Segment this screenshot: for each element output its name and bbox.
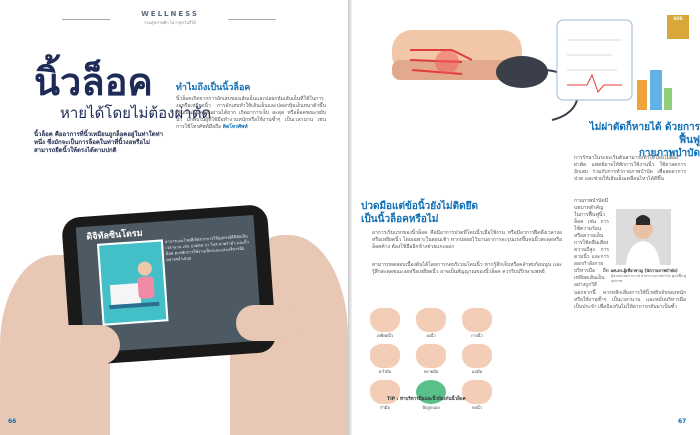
treatment-body-3: นอกจากนี้ ควรหลีกเลี่ยงการใช้นิ้วหยิบจับของหนัก หรือใช้งานซ้ำๆ เป็นเวลานาน และหมั่นบริหารมือเป็นประจำ เพื่อป้องกันไม่ให้อาการกลับมาเป็นซ้ำ <box>574 290 686 310</box>
section-header <box>100 10 240 26</box>
section-body-text: นิ้วล็อคเกิดจากการอักเสบของเส้นเอ็นและปลอกหุ้มเส้นเอ็นที่ใช้ในการงอหรือเหยียดนิ้ว การอักเสบทำให้เส้นเอ็นและปลอกหุ้มเอ็นหนาตัวขึ้น เส้นเอ็นจึงเคลื่อนผ่านได้ยาก เกิดอาการเจ็บ สะดุด หรือล็อคขณะขยับนิ้ว มักพบในผู้ที่ใช้มือทำงานหนักหรือใช้งานซ้ำๆ เป็นเวลานาน เช่น การใช้โทรศัพท์มือถือ <box>176 96 326 130</box>
page-number-right: 67 <box>678 418 687 425</box>
phone-photo <box>0 195 348 435</box>
exercise-label: กางนิ้ว <box>471 333 483 338</box>
article-title: นิ้วล็อค <box>34 59 153 104</box>
screen-text: อาการและโรคที่เกิดจากการใช้อุปกรณ์ดิจิทัลเป็นเวลานาน เช่น ปวดคอ บ่า ไหล่ ตาพร่ามัว และนิ้วล็อค ควรพักการใช้งานเป็นระยะและบริหารมืออย่างสม่ำเสมอ <box>164 233 250 263</box>
right-thumb <box>236 305 300 341</box>
exercise-tip: TIP : ท่าบริหารมือและนิ้วป้องกันนิ้วล็อค <box>387 397 466 402</box>
hand-icon <box>370 308 400 332</box>
hand-icon <box>416 344 446 368</box>
page-number-left: 66 <box>8 418 17 425</box>
article-intro: นิ้วล็อค คืออาการที่นิ้วเหมือนถูกล็อคอยู่ในท่าใดท่าหนึ่ง ซึ่งมักจะเป็นการล็อคในท่าที่นิ้วงอหรือไม่สามารถยืดนิ้วให้ตรงได้ตามปกติ <box>34 131 163 154</box>
exercise-item <box>367 308 403 338</box>
heading-treatment-line1: ไม่ผ่าตัดก็หายได้ ด้วยการฟื้นฟู <box>589 122 700 146</box>
right-page <box>352 0 700 435</box>
exercise-label: แบมือ <box>471 369 483 374</box>
heading-symptoms-line2: เป็นนิ้วล็อคหรือไม่ <box>361 214 439 225</box>
doctor-portrait-icon <box>616 209 671 265</box>
section-body-why <box>176 96 326 131</box>
hand-icon <box>462 344 492 368</box>
screen-title: ดิจิทัลซินโดรม <box>86 228 143 243</box>
hand-icon <box>462 308 492 332</box>
section-heading-why: ทำไมถึงเป็นนิ้วล็อค <box>176 83 251 93</box>
exercise-label: บีบลูกบอล <box>422 405 440 410</box>
symptoms-body-2: สามารถทดสอบเบื้องต้นได้โดยการกดบริเวณโคนนิ้ว หากรู้สึกเจ็บหรือคลำพบก้อนนูน และรู้สึกสะดุดขณะงอหรือเหยียดนิ้ว อาจเป็นสัญญาณของนิ้วล็อค ควรรีบปรึกษาแพทย์ <box>372 262 562 275</box>
exercise-item <box>459 308 495 338</box>
exercise-item <box>459 344 495 374</box>
doctor-photo <box>616 209 671 265</box>
exercise-label: กำมือ <box>380 405 390 410</box>
exercise-label: หงายมือ <box>423 369 439 374</box>
exercise-item <box>367 344 403 374</box>
exercise-item <box>413 344 449 374</box>
treatment-body-1: การรักษาในระยะเริ่มต้นสามารถทำได้โดยไม่ต้องผ่าตัด แพทย์อาจให้พักการใช้งานนิ้ว ใช้ยาลดการอักเสบ ร่วมกับการทำกายภาพบำบัด เพื่อลดอาการปวด และช่วยให้เส้นเอ็นเคลื่อนไหวได้ดีขึ้น <box>574 155 686 182</box>
doctor-position: ผู้ช่วยศาสตราจารย์ สาขากายภาพบำบัด ศูนย์ฟื้นฟูสุขภาพ <box>611 274 686 283</box>
sos-badge <box>667 15 689 39</box>
heading-symptoms <box>361 200 478 226</box>
exercise-label: งอนิ้ว <box>426 333 436 338</box>
article-subtitle: หายได้โดยไม่ต้องผ่าตัด <box>60 104 212 122</box>
left-page <box>0 0 348 435</box>
hand-icon <box>370 344 400 368</box>
exercise-label: เหยียดนิ้ว <box>376 333 394 338</box>
person-at-computer-icon <box>99 241 166 323</box>
hand-icon <box>462 380 492 404</box>
section-tagline: รวมสุขภาพดีๆ ไม่ว่าทุกวันก็ได้ <box>144 20 196 25</box>
symptoms-body-1: อาการเริ่มแรกของนิ้วล็อค คือมีอาการปวดที่โคนนิ้วเมื่อใช้งาน หรือมีอาการฝืดตึงเวลางอหรือเหยียดนิ้ว โดยเฉพาะในตอนเช้า หากปล่อยไว้นานอาการจะรุนแรงขึ้นจนนิ้วสะดุดหรือล็อคค้าง ต้องใช้มืออีกข้างช่วยแกะออก <box>372 230 562 250</box>
sos-label: SOS <box>673 16 683 21</box>
section-label: WELLNESS <box>141 10 199 18</box>
treatment-body-2: กายภาพบำบัดมีบทบาทสำคัญในการฟื้นฟูนิ้วล็อค เช่น การใช้ความร้อนหรือความเย็น การใช้คลื่นเสียงความถี่สูง การดามนิ้ว และการออกกำลังกายบริหารมือ ยืดเหยียดเส้นเอ็นอย่างถูกวิธี <box>574 198 609 288</box>
exercise-label: กดนิ้ว <box>472 405 482 410</box>
screen-illustration <box>97 239 169 325</box>
left-thumb <box>50 325 120 365</box>
heading-symptoms-line1: ปวดมือแต่ข้อนิ้วยังไม่ติดยึด <box>361 201 478 212</box>
section-body-link: ติดโทรศัพท์ <box>222 124 248 130</box>
hand-icon <box>416 308 446 332</box>
doctor-name: ผศ.ดร.ผู้เชี่ยวชาญ (นักกายภาพบำบัด) <box>611 268 678 273</box>
exercise-item <box>413 308 449 338</box>
exercise-label: คว่ำมือ <box>378 369 392 374</box>
heading-treatment-line2: กายภาพบำบัด <box>638 148 700 159</box>
